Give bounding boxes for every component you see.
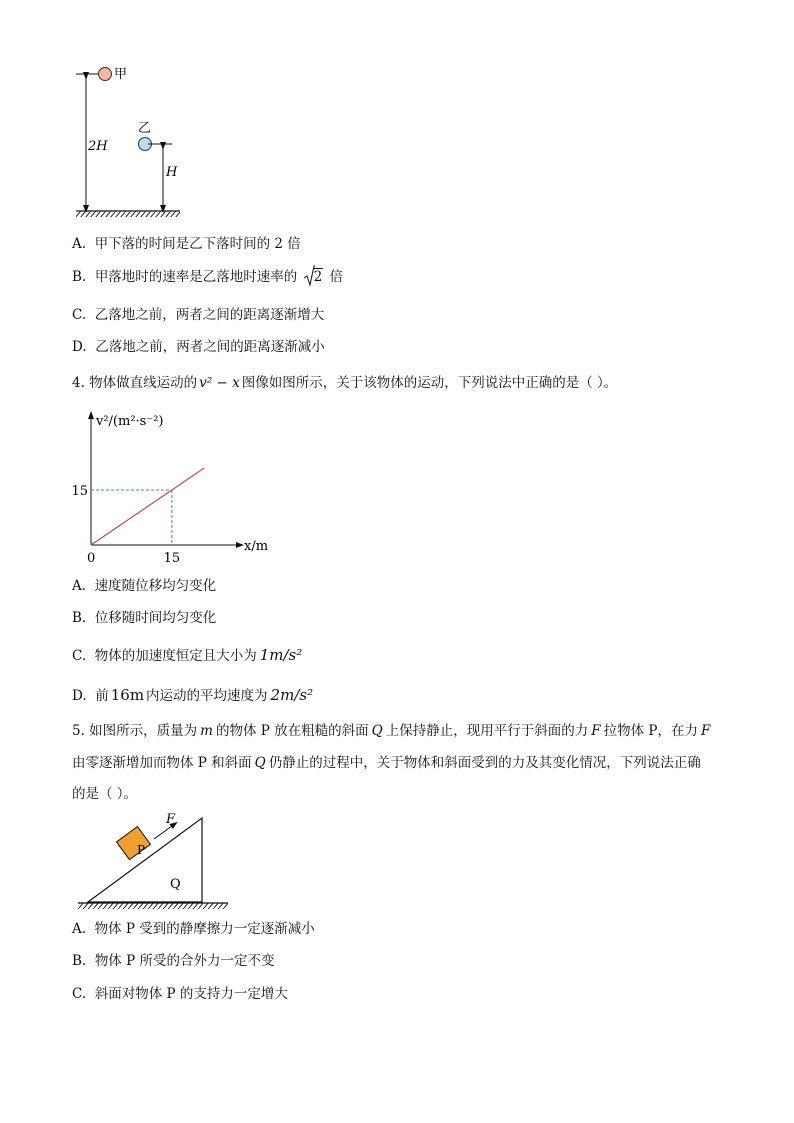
falling-balls-figure	[70, 62, 190, 222]
q4-option-b: B. 位移随时间均匀变化	[72, 610, 217, 626]
q4-stem: 4. 物体做直线运动的 v² − x 图像如图所示，关于该物体的运动，下列说法中正确的是（ ）。	[72, 375, 618, 391]
ball-a	[99, 68, 112, 81]
x-axis-label: x/m	[244, 539, 269, 554]
q3-option-c: C. 乙落地之前，两者之间的距离逐渐增大	[72, 307, 325, 323]
q3-option-d: D. 乙落地之前，两者之间的距离逐渐减小	[72, 339, 325, 355]
q4-option-a: A. 速度随位移均匀变化	[72, 578, 217, 594]
q3-option-b: B. 甲落地时的速率是乙落地时速率的 2 倍	[72, 268, 343, 286]
wedge-q	[88, 818, 202, 902]
y-tick-label: 15	[71, 484, 88, 499]
force-label: F	[166, 812, 176, 827]
ball-a-label: 甲	[114, 67, 128, 82]
block-p	[116, 827, 150, 860]
q4-option-d: D. 前 16m 内运动的平均速度为 2m/s²	[72, 686, 314, 704]
height-2h-label: 2H	[88, 139, 108, 154]
ball-b-label: 乙	[138, 121, 152, 136]
q5-option-b: B. 物体 P 所受的合外力一定不变	[72, 953, 275, 969]
v2-x-chart	[70, 405, 285, 570]
q5-option-c: C. 斜面对物体 P 的支持力一定增大	[72, 986, 288, 1002]
data-line	[91, 468, 204, 545]
y-axis-label: v²/(m²·s⁻²)	[96, 414, 164, 429]
q5-option-a: A. 物体 P 受到的静摩擦力一定逐渐减小	[72, 921, 315, 937]
q3-option-a: A. 甲下落的时间是乙下落时间的 2 倍	[72, 236, 301, 252]
height-h-label: H	[166, 165, 178, 180]
q4-option-c: C. 物体的加速度恒定且大小为 1m/s²	[72, 646, 303, 664]
q5-stem-line2: 由零逐渐增加而物体 P 和斜面 Q 仍静止的过程中，关于物体和斜面受到的力及其变化情况，下列说法正确	[72, 755, 701, 771]
wedge-label: Q	[170, 877, 181, 892]
sqrt-2: 2	[304, 268, 324, 286]
q5-stem-line3: 的是（ ）。	[72, 786, 138, 802]
block-label: P	[137, 843, 146, 857]
q5-stem-line1: 5. 如图所示，质量为 m 的物体 P 放在粗糙的斜面 Q 上保持静止，现用平行于斜面的力 F 拉物体 P，在力 F	[72, 723, 711, 739]
x-tick-label: 15	[163, 551, 181, 566]
origin-label: 0	[87, 551, 96, 566]
incline-figure	[74, 812, 234, 912]
